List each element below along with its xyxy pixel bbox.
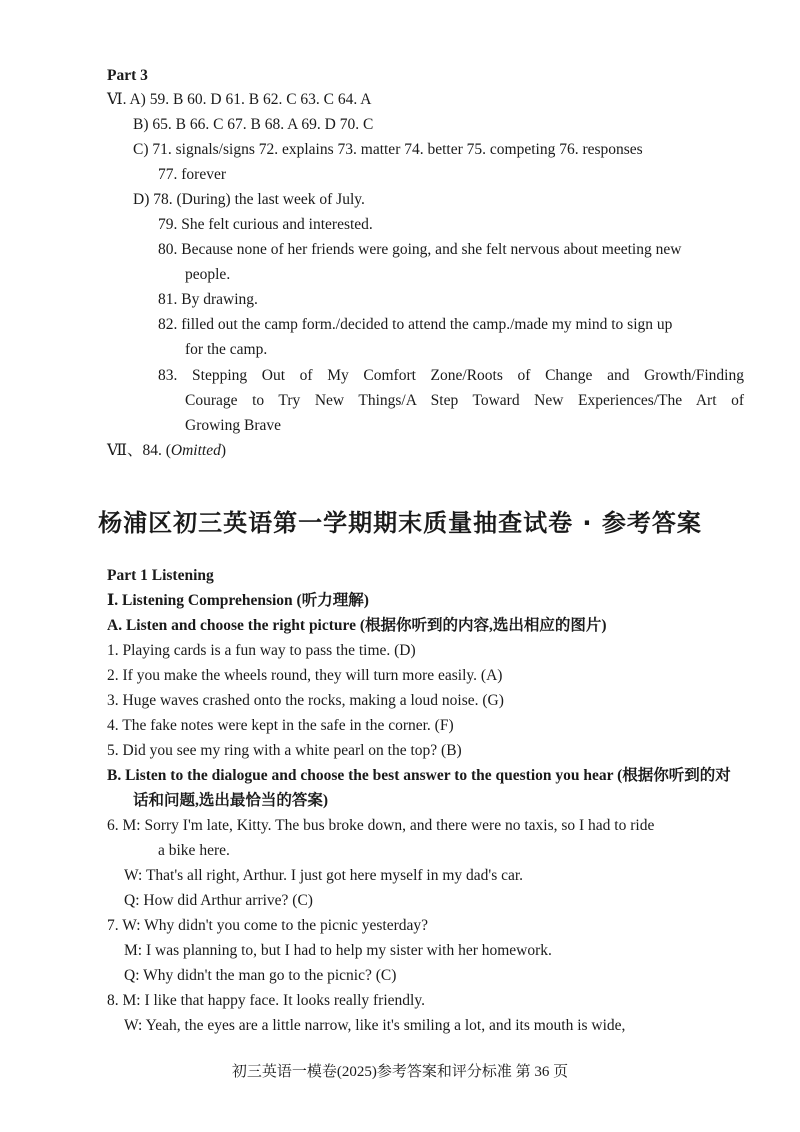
list-item: 5. Did you see my ring with a white pearl on the top? (B) <box>107 742 462 759</box>
answer-vii-omitted: Omitted <box>170 442 221 459</box>
list-item: 1. Playing cards is a fun way to pass the time. (D) <box>107 642 416 659</box>
part3-heading: Part 3 <box>107 67 148 84</box>
answer-82-line2: for the camp. <box>185 341 268 358</box>
dialogue-8-w: W: Yeah, the eyes are a little narrow, like it's smiling a lot, and its mouth is wide, <box>124 1017 626 1034</box>
answer-78: D) 78. (During) the last week of July. <box>133 191 365 208</box>
answer-81: 81. By drawing. <box>158 291 258 308</box>
answer-vi-c-line1: C) 71. signals/signs 72. explains 73. matter 74. better 75. competing 76. responses <box>133 141 643 158</box>
dialogue-7-m: M: I was planning to, but I had to help my sister with her homework. <box>124 942 552 959</box>
part1-heading: Part 1 Listening <box>107 567 214 584</box>
section-b-heading-line1: B. Listen to the dialogue and choose the best answer to the question you hear (根据你听到的对 <box>107 767 731 784</box>
answer-82-line1: 82. filled out the camp form./decided to attend the camp./made my mind to sign up <box>158 316 673 333</box>
dialogue-6-m-line1: 6. M: Sorry I'm late, Kitty. The bus broke down, and there were no taxis, so I had to ride <box>107 817 655 834</box>
answer-vi-c-line2: 77. forever <box>158 166 226 183</box>
answer-80-line1: 80. Because none of her friends were going, and she felt nervous about meeting new <box>158 241 682 258</box>
section-a-heading: A. Listen and choose the right picture (根据你听到的内容,选出相应的图片) <box>107 617 607 634</box>
answer-vii-prefix: Ⅶ、84. ( <box>107 442 171 459</box>
dialogue-6-q: Q: How did Arthur arrive? (C) <box>124 892 313 909</box>
answer-vii <box>107 441 226 461</box>
answer-vi-a: Ⅵ. A) 59. B 60. D 61. B 62. C 63. C 64. A <box>107 91 372 108</box>
dialogue-7-q: Q: Why didn't the man go to the picnic? (C) <box>124 967 397 984</box>
answer-83-line3: Growing Brave <box>185 417 281 434</box>
dialogue-7-w: 7. W: Why didn't you come to the picnic yesterday? <box>107 917 429 934</box>
answer-79: 79. She felt curious and interested. <box>158 216 373 233</box>
answer-80-line2: people. <box>185 266 231 283</box>
section-b-heading-line2: 话和问题,选出最恰当的答案) <box>133 792 329 809</box>
dialogue-6-m-line2: a bike here. <box>158 842 230 859</box>
list-item: 3. Huge waves crashed onto the rocks, making a loud noise. (G) <box>107 692 504 709</box>
list-item: 4. The fake notes were kept in the safe in the corner. (F) <box>107 717 454 734</box>
list-item: 2. If you make the wheels round, they will turn more easily. (A) <box>107 667 503 684</box>
dialogue-8-m: 8. M: I like that happy face. It looks really friendly. <box>107 992 425 1009</box>
answer-vi-b: B) 65. B 66. C 67. B 68. A 69. D 70. C <box>133 116 374 133</box>
answer-83-line1: 83. Stepping Out of My Comfort Zone/Roots of Change and Growth/Finding <box>158 367 744 384</box>
section-i-heading: Ⅰ. Listening Comprehension (听力理解) <box>107 592 369 609</box>
document-title: 杨浦区初三英语第一学期期末质量抽查试卷 · 参考答案 <box>98 509 702 537</box>
page-footer: 初三英语一模卷(2025)参考答案和评分标准 第 36 页 <box>231 1064 569 1080</box>
answer-vii-suffix: ) <box>220 442 227 459</box>
dialogue-6-w: W: That's all right, Arthur. I just got here myself in my dad's car. <box>124 867 524 884</box>
answer-83-line2: Courage to Try New Things/A Step Toward New Experiences/The Art of <box>185 392 744 409</box>
